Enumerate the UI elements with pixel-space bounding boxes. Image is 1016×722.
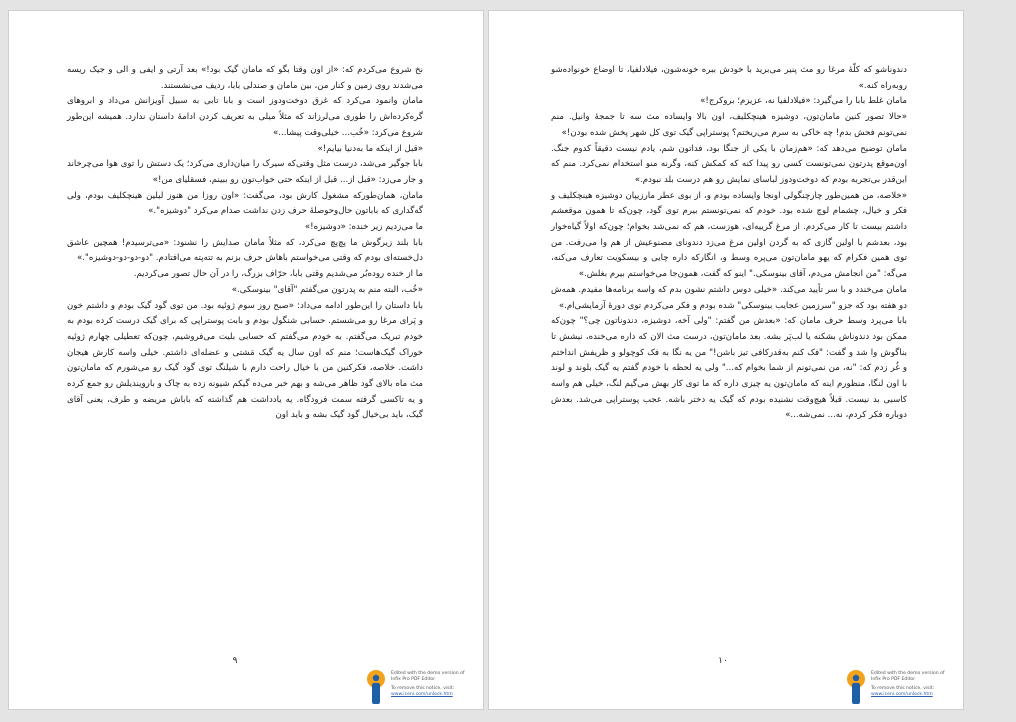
watermark-link[interactable]: www.iceni.com/unlock.htm bbox=[391, 691, 453, 697]
paragraph: مامان می‌خندد و با سر تأیید می‌کند. «خیلی دوس داشتم نشون بدم که واسه برنامه‌ها مفیدم. همه‌ش دو هفته بود که جزو "سرزمین عجایب بینوسکی" شده بودم و فکر می‌کردم توی دورهٔ آزمایشی‌ام.» bbox=[551, 284, 907, 311]
page-left bbox=[8, 10, 484, 710]
paragraph: «قبل از اینکه ما به‌دنیا بیایم!» bbox=[317, 143, 423, 154]
watermark-line: To remove this notice, visit: bbox=[871, 686, 935, 692]
paragraph: بابا بلند زیرگوش ما پچ‌پچ می‌کرد، که مثلاً مامان صدایش را نشنود: «می‌ترسیدم! همچین عاشق دل‌خسته‌ای بودم که وقتی می‌خواستم باهاش حرف بزنم به تته‌پته می‌افتادم. "دو-دو-دو-دوشیزه".» bbox=[67, 237, 423, 264]
paragraph: ما می‌زدیم زیر خنده: «دوشیزه!» bbox=[304, 222, 423, 233]
infix-logo-icon bbox=[845, 669, 867, 705]
paragraph: بابا می‌پرد وسط حرف مامان که: «بعدش من گفتم: "ولی آخه، دوشیزه، دندوناتون چی؟" چون‌که ممکن بود دندوناش بشکنه یا لب‌پَر بشه. بعد مامان‌تون، درست مث الان که داره می‌خنده، نیشش تا بناگوش وا شد و گفت: "فک کنم به‌قدرکافی تیز باشن!" من یه نگا به فک کوچولو و ظریفش انداختم و غُر زدم که: "نه، من نمی‌تونم از شما بخوام که..." ولی یه لحظه با خودم گفتم یه گیک بلوند و لوند با اون لنگا، منظورم اینه که مامان‌تون یه چیزی داره که ما توی کار بهش می‌گیم لنگ، خیلی هم واسه کاسبی بد نیست. قبلاً هیچ‌وقت نشنیده بودم که گیک یه دختر باشه. عجب پوستراپی می‌شد. بعدش دوباره فکر کردم، نه... نمی‌شه...» bbox=[551, 316, 907, 421]
watermark-line: Infix Pro PDF Editor bbox=[391, 676, 436, 682]
watermark-text bbox=[391, 671, 481, 697]
page-left-body bbox=[67, 63, 423, 424]
paragraph: مامان، همان‌طورکه مشغول کارش بود، می‌گفت: «اون روزا من هنوز لیلین هینچکلیف بودم، ولی گه‌گداری که باباتون حال‌وحوصلهٔ حرف زدن نداشت صدام می‌کرد "دوشیزه".» bbox=[67, 190, 423, 217]
paragraph: «خلاصه، من همین‌طور چارچنگولی اونجا وایساده بودم و، از بوی عطر مارزیپان دوشیزه هینچکلیف و فکر و خیال، چشمام لوچ شده بود. خودم که نمی‌تونستم بیرم توی گود، چون‌که تا همون موقعشم داشتم بیست تا کار می‌کردم. از مرغ گرییه‌ای، هوزست، هم که نمی‌شد بخوام؛ چون‌که اولاً گیاه‌خوار بود، بعدشم با اولین گازی که به گردن اولین مرغ می‌زد دندونای مصنوعیش از هم وا می‌رفت. من توی همین فکرام که یهو مامان‌تون می‌پره وسط و، انگارکه داره چایی و بیسکویت تعارف می‌کنه، می‌گه: "من انجامش می‌دم، آقای بینوسکی." اینو که گفت، همون‌جا می‌خواستم بیرم بغلش.» bbox=[551, 190, 907, 280]
paragraph: «خُب، البته منم به پدرتون می‌گفتم "آقای" بینوسکی.» bbox=[231, 284, 423, 295]
paragraph: دندوناشو که کلّهٔ مرغا رو مث پنیر می‌برید با خودش ببره خونه‌شون، فیلادلفیا، تا اوضاع خونواده‌شو روبه‌راه کنه.» bbox=[551, 65, 907, 91]
watermark-line: Infix Pro PDF Editor bbox=[871, 676, 916, 682]
watermark-line: To remove this notice, visit: bbox=[391, 686, 455, 692]
page-right bbox=[488, 10, 964, 710]
page-right-body bbox=[551, 63, 907, 424]
demo-watermark bbox=[843, 667, 959, 707]
watermark-link[interactable]: www.iceni.com/unlock.htm bbox=[871, 691, 933, 697]
demo-watermark bbox=[363, 667, 479, 707]
paragraph: مامان غلط بابا را می‌گیرد: «فیلادلفیا نه، عزیزم؛ بروکرج!» bbox=[700, 96, 907, 107]
paragraph: بابا داستان را این‌طور ادامه می‌داد: «صبح روز سوم ژوئیه بود. من توی گود گیک بودم و داشتم خون و پَرای مرغا رو می‌شستم. حسابی شنگول بودم و بابت پوستراپی که برای گیک درست کرده بودم به خودم تبریک می‌گفتم. به خودم می‌گفتم که حسابی بلیت می‌فروشیم، چون‌که تعطیلی چهارم ژوئیه خوراک گیک‌هاست؛ منم که اون سال یه گیک مَشتی و عضله‌ای داشتم. خیلی واسه کارش هیجان داشت. خلاصه، فکرکنین من با خیال راحت دارم با شیلنگ توی گود گیک رو می‌شورم که مامان‌تون مث ماه بالای گود ظاهر می‌شه و بهم خبر می‌ده گیکم شیونه زده به چاک و بارویندیلش رو جمع کرده و یه تاکسی گرفته سمت فرودگاه. یه یادداشت هم گذاشته که باباش مریضه و طرف، یعنی آقای گیک، باید بی‌خیال گود گیک بشه و باید اون bbox=[67, 300, 423, 421]
paragraph: بابا جوگیر می‌شد، درست مثل وقتی‌که سیرک را میان‌داری می‌کرد؛ یک دستش را توی هوا می‌چرخاند و جار می‌زد: «قبل از... قبل از اینکه حتی خواب‌تون رو ببینم، فسقلیای من!» bbox=[67, 159, 423, 185]
paragraph: «حالا تصور کنین مامان‌تون، دوشیزه هینچکلیف، اون بالا وایساده مث سه تا جمجهٔ وانیل. منم نمی‌تونم فحش بدم! چه خاکی به سرم می‌ریختم؟ پوستراپی گیک توی کل شهر پخش شده بودن!» bbox=[551, 112, 907, 138]
paragraph: مامان وانمود می‌کرد که غرق دوخت‌ودوز است و بابا تابی به سبیل آویزانش می‌داد و ابروهای گره‌کرده‌اش را طوری می‌لرزاند که مثلاً میلی به تعریف کردن ادامهٔ داستان ندارد. همیشه این‌طور شروع می‌کرد: «خُب... خیلی‌وقت پیشا...» bbox=[67, 96, 423, 138]
infix-logo-icon bbox=[365, 669, 387, 705]
page-number: ۱۰ bbox=[718, 656, 728, 666]
watermark-text bbox=[871, 671, 961, 697]
page-number: ۹ bbox=[232, 656, 238, 666]
watermark-line: Edited with the demo version of bbox=[391, 671, 465, 676]
watermark-line: Edited with the demo version of bbox=[871, 671, 945, 676]
paragraph: نخ شروع می‌کردم که: «از اون وقتا بگو که مامان گیک بود!» بعد آرتی و ایفی و الی و جیک ریسه می‌شدند روی زمین و کنار من، بین مامان و صندلی بابا، ردیف می‌نشستند. bbox=[67, 65, 423, 91]
paragraph: مامان توضیح می‌دهد که: «هم‌زمان با یکی از جنگا بود، فداتون شم، یادم نیست دقیقاً کدوم جنگ. اون‌موقع پدرتون نمی‌تونست کسی رو پیدا کنه که کمکش کنه، وگرنه منو استخدام نمی‌کرد. منم که این‌قدر بی‌تجربه بودم که دوخت‌ودوز لباسای نمایش رو هم درست بلد نبودم.» bbox=[551, 143, 907, 185]
paragraph: ما از خنده روده‌بُر می‌شدیم وقتی بابا، حرّاف بزرگ، را در آن حال تصور می‌کردیم. bbox=[133, 269, 423, 280]
